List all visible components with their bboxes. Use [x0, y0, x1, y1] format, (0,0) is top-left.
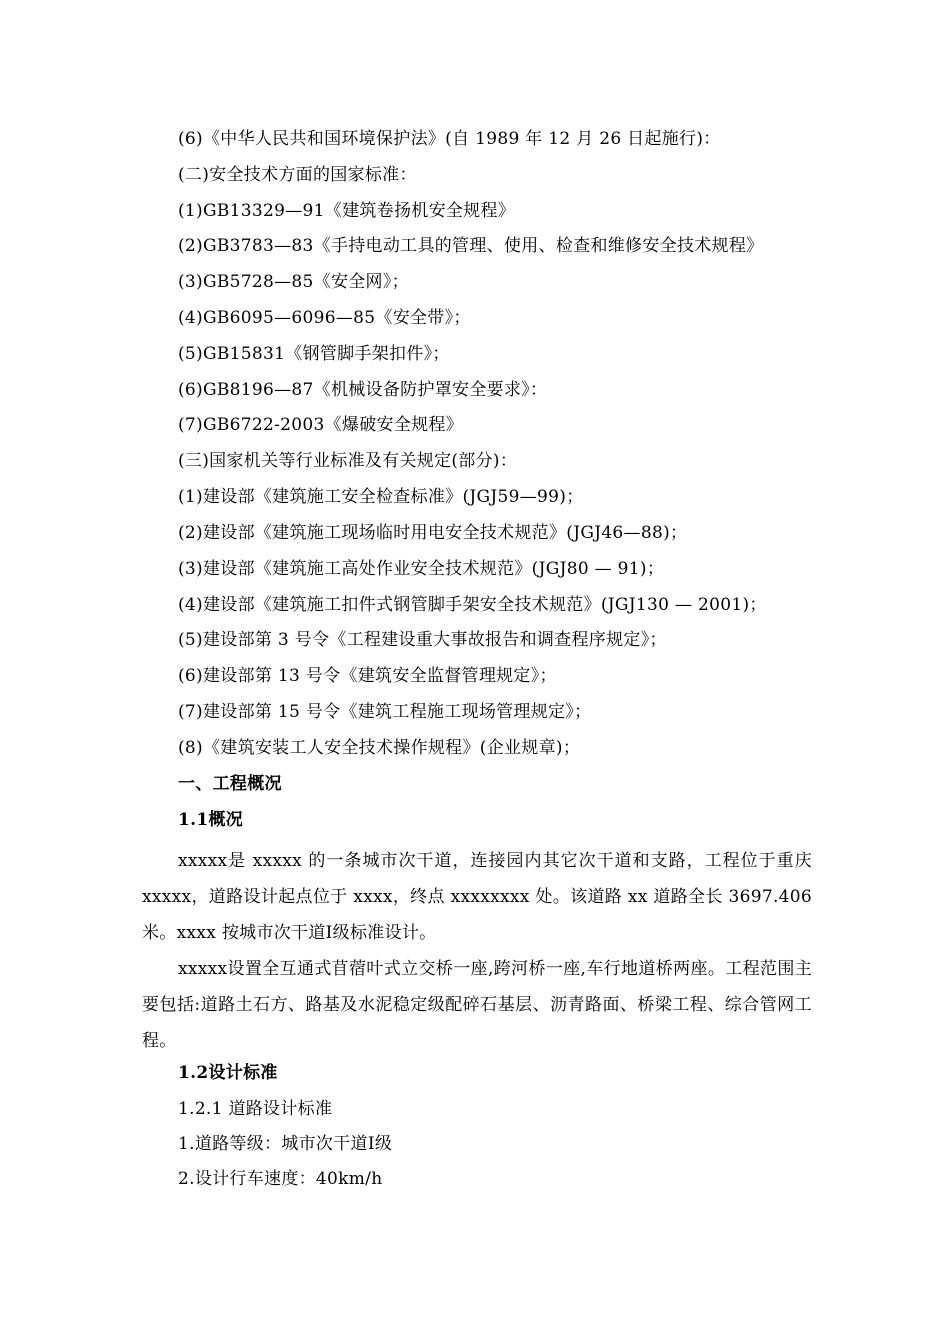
text-line: (4)GB6095—6096—85《安全带》； — [178, 308, 471, 328]
text-line: (1)GB13329—91《建筑卷扬机安全规程》 — [178, 201, 516, 221]
subsection-heading: 1.2设计标准 — [178, 1063, 278, 1083]
text-line: (7)GB6722-2003《爆破安全规程》 — [178, 415, 464, 435]
section-heading: 一、工程概况 — [178, 774, 282, 794]
text-line: (2)建设部《建筑施工现场临时用电安全技术规范》(JGJ46—88)； — [178, 523, 688, 543]
text-line: (4)建设部《建筑施工扣件式钢管脚手架安全技术规范》(JGJ130 — 2001)； — [178, 595, 767, 615]
text-line: (三)国家机关等行业标准及有关规定(部分)： — [178, 451, 518, 471]
body-paragraph: xxxxx设置全互通式苜蓿叶式立交桥一座,跨河桥一座,车行地道桥两座。工程范围主要包括:道路土石方、路基及水泥稳定级配碎石基层、沥青路面、桥梁工程、综合管网工程。 — [142, 959, 812, 1051]
text-line: (3)GB5728—85《安全网》； — [178, 272, 409, 292]
text-line: (6)建设部第 13 号令《建筑安全监督管理规定》； — [178, 666, 557, 686]
text-line: (3)建设部《建筑施工高处作业安全技术规范》(JGJ80 — 91)； — [178, 559, 665, 579]
text-line: 1.2.1 道路设计标准 — [178, 1099, 333, 1119]
text-line: (6)GB8196—87《机械设备防护罩安全要求》： — [178, 380, 548, 400]
text-line: (5)建设部第 3 号令《工程建设重大事故报告和调查程序规定》； — [178, 630, 667, 650]
body-paragraph: xxxxx是 xxxxx 的一条城市次干道，连接园内其它次干道和支路，工程位于重庆 xxxxx，道路设计起点位于 xxxx，终点 xxxxxxxx 处。该道路 xx 道路全长 3697.406 米。xxxx 按城市次干道Ⅰ级标准设计。 — [142, 851, 812, 943]
text-line: (二)安全技术方面的国家标准： — [178, 165, 417, 185]
text-line: (7)建设部第 15 号令《建筑工程施工现场管理规定》； — [178, 702, 592, 722]
text-line: (5)GB15831《钢管脚手架扣件》； — [178, 344, 450, 364]
text-line: 1.道路等级：城市次干道Ⅰ级 — [178, 1134, 393, 1154]
text-line: (2)GB3783—83《手持电动工具的管理、使用、检查和维修安全技术规程》 — [178, 236, 764, 256]
subsection-heading: 1.1概况 — [178, 810, 244, 830]
text-line: (6)《中华人民共和国环境保护法》(自 1989 年 12 月 26 日起施行)： — [178, 129, 721, 149]
text-line: 2.设计行车速度：40km/h — [178, 1169, 383, 1189]
text-line: (8)《建筑安装工人安全技术操作规程》(企业规章)； — [178, 738, 581, 758]
text-line: (1)建设部《建筑施工安全检查标准》(JGJ59—99)； — [178, 487, 584, 507]
